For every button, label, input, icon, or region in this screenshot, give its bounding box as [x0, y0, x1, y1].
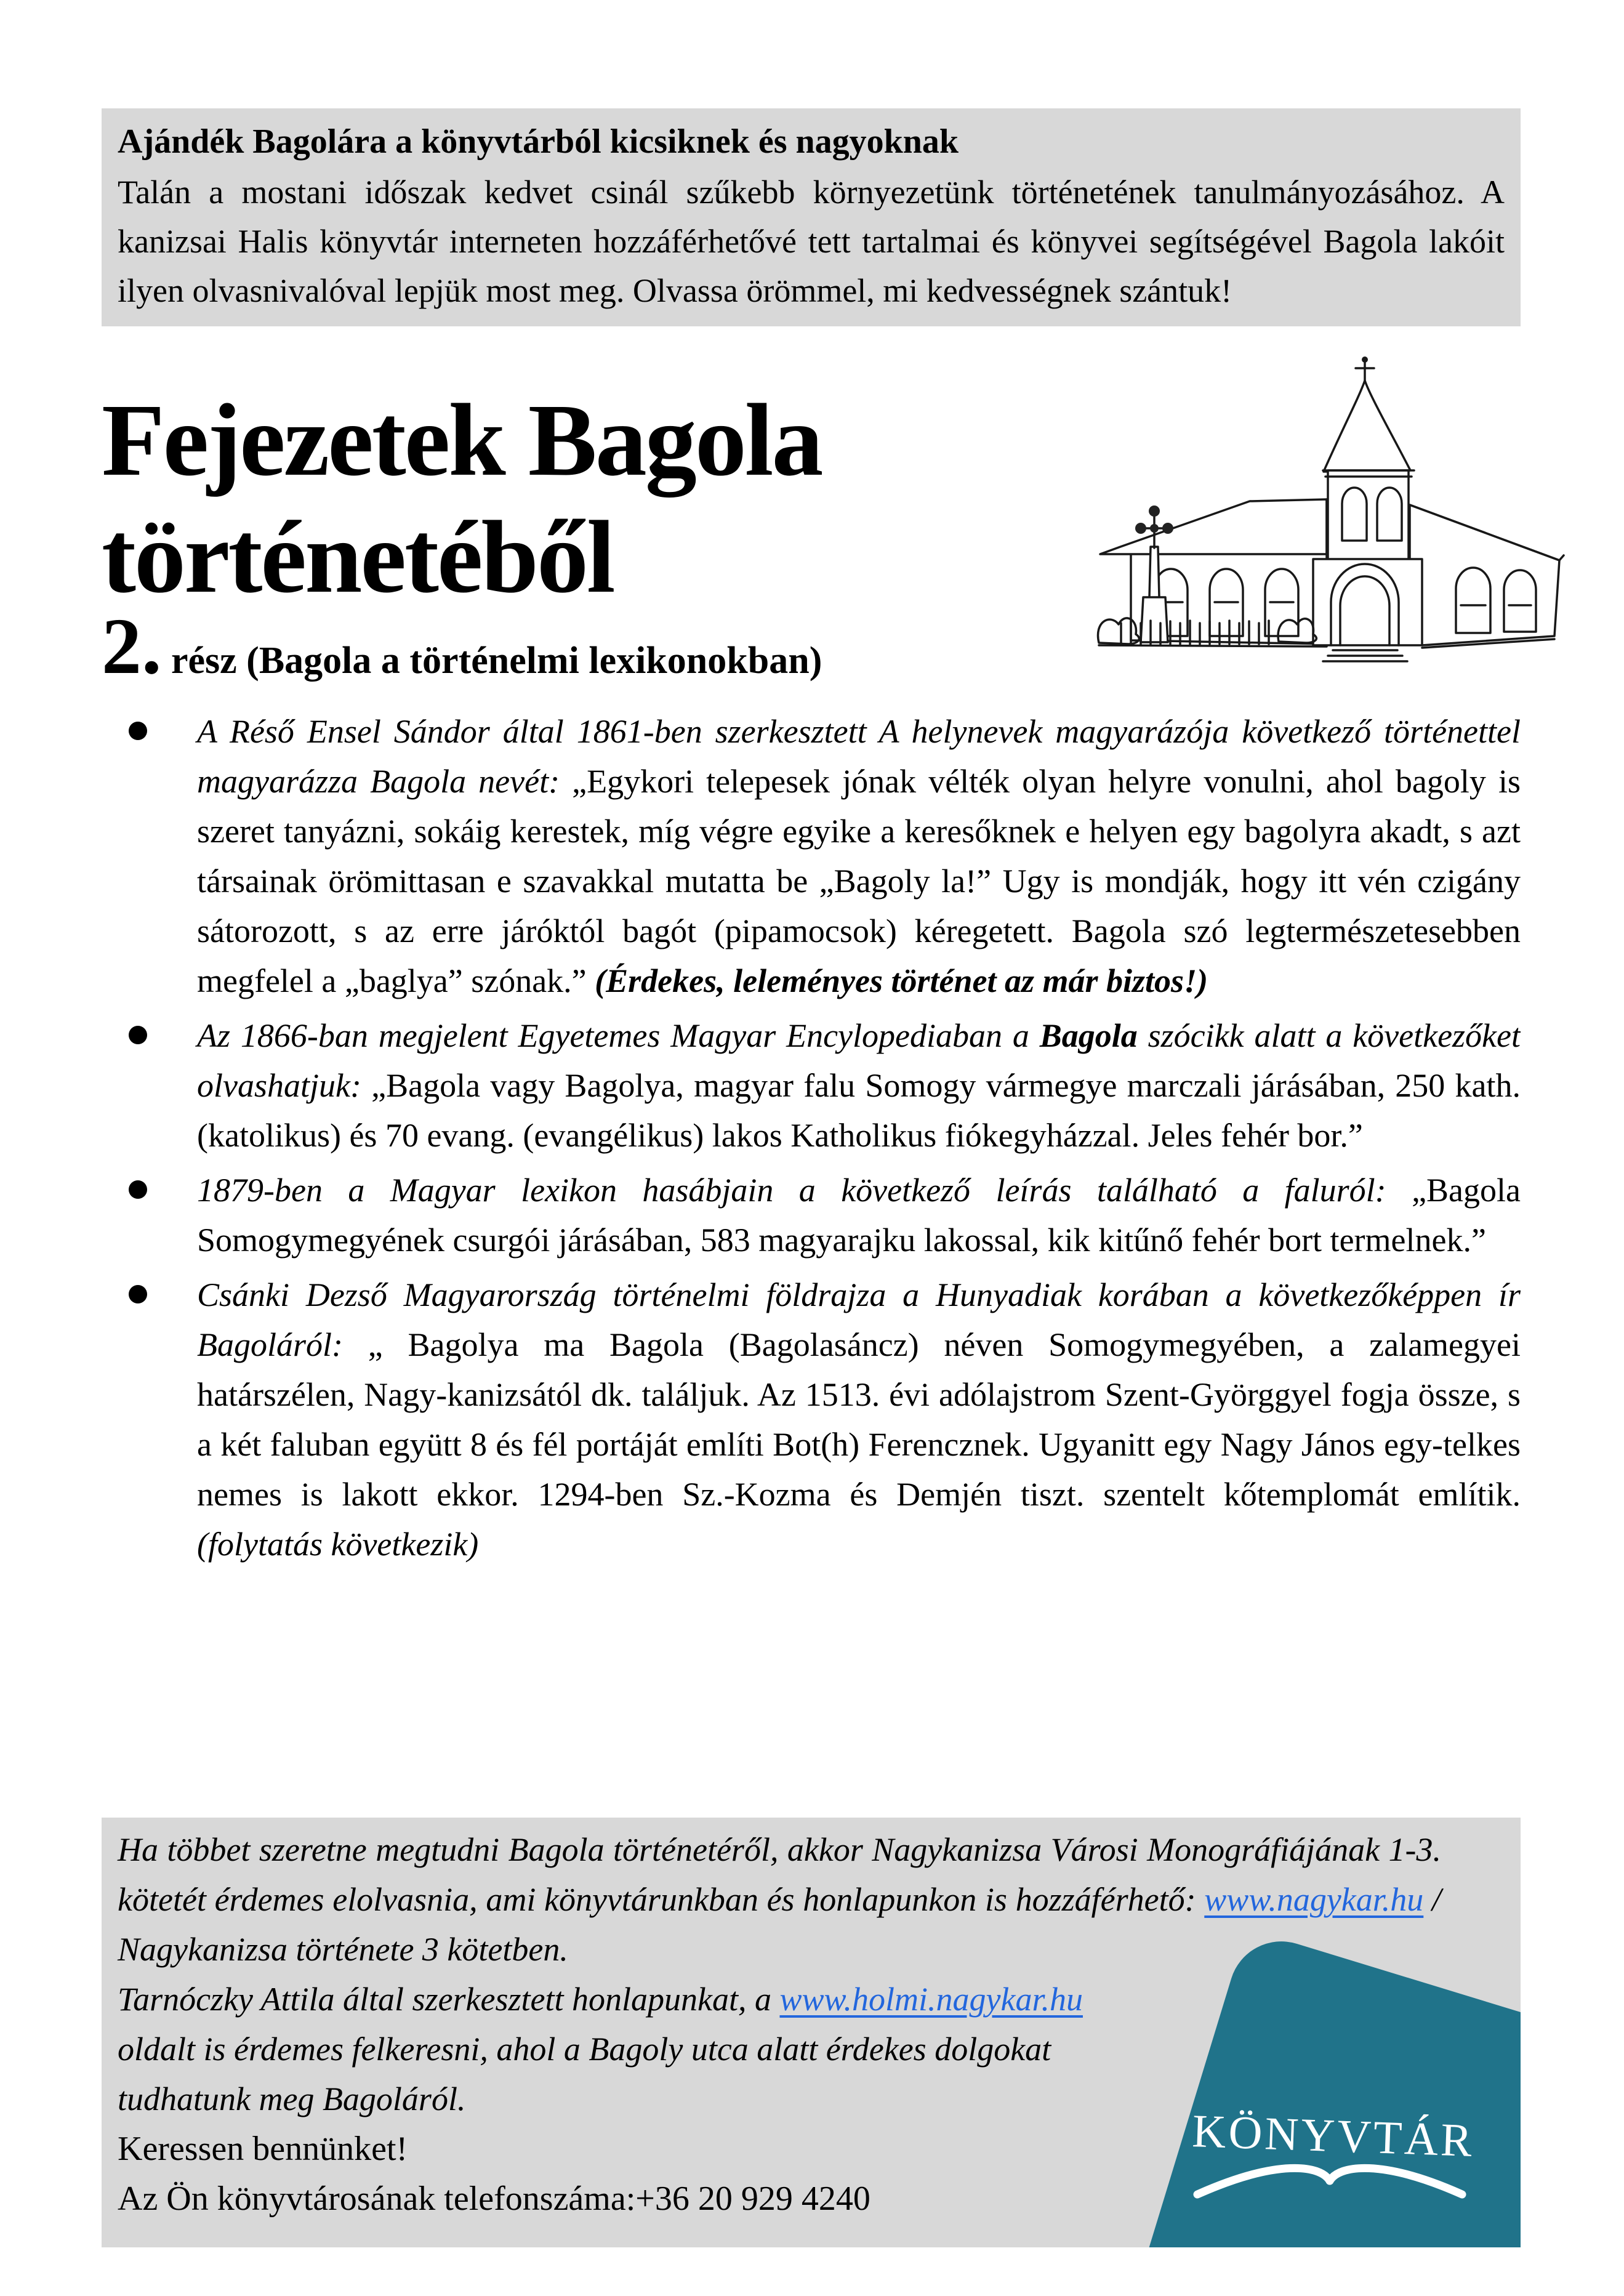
page-title-line1: Fejezetek Bagola — [102, 383, 822, 497]
text-segment: Csánki Dezső Magyarország történelmi földrajza a Hunyadiak korában a következőképpen ír Bagoláról: — [197, 1276, 1521, 1363]
library-logo-card — [1139, 1928, 1521, 2247]
text-segment: „Bagola Somogymegyének csurgói járásában, 583 magyarajku lakossal, kik kitűnő fehér bort termelnek.” — [197, 1172, 1521, 1259]
bullet-marker — [129, 1180, 147, 1199]
library-logo-label: KÖNYVTÁR — [1191, 2105, 1476, 2167]
header-title: Ajándék Bagolára a könyvtárból kicsiknek és nagyoknak — [118, 123, 959, 161]
page-title — [102, 382, 1062, 616]
text-segment: Bagola — [1039, 1017, 1138, 1054]
text-segment: (Érdekes, leleményes történet az már biztos!) — [595, 962, 1208, 999]
text-segment: oldalt is érdemes felkeresni, ahol a Bagoly utca alatt érdekes dolgokat tudhatunk meg Bagoláról. — [118, 2031, 1051, 2117]
bullet-text — [197, 1276, 1521, 1563]
text-segment: (folytatás következik) — [197, 1526, 479, 1563]
library-logo-svg — [1139, 1910, 1521, 2247]
text-segment: Az 1866-ban megjelent Egyetemes Magyar Encylopediaban a — [197, 1017, 1040, 1054]
subtitle-text: rész (Bagola a történelmi lexikonokban) — [161, 640, 822, 682]
footer-phone-line: Az Ön könyvtárosának telefonszáma:+36 20 929 4240 — [118, 2180, 870, 2218]
bullet-text — [197, 1172, 1521, 1259]
bullet-section — [102, 707, 1521, 1815]
section-subtitle — [102, 600, 1521, 693]
footer-paragraph-2 — [118, 1975, 1164, 2124]
hyperlink[interactable]: www.holmi.nagykar.hu — [779, 1981, 1083, 2018]
text-segment: / Nagykanizsa története 3 kötetben. — [118, 1881, 1441, 1968]
page-title-line2: történetéből — [102, 500, 614, 614]
library-logo — [1139, 1910, 1521, 2247]
text-segment: 1879-ben a Magyar lexikon hasábjain a következő leírás található a faluról: — [197, 1172, 1412, 1209]
text-segment: „ Bagolya ma Bagola (Bagolasáncz) néven Somogymegyében, a zalamegyei határszélen, Nagy-kanizsától dk. találjuk. Az 1513. évi adólajstrom Szent-Györggyel fogja össze, s a két faluban együtt 8 és fél portáját említi Bot(h) Ferencznek. Ugyanitt egy Nagy János egy-telkes nemes is lakott ekkor. 1294-ben Sz.-Kozma és Demjén tiszt. szentelt kőtemplomát említik. — [197, 1326, 1521, 1513]
bullet-text — [197, 1017, 1521, 1154]
bullet-marker — [129, 1026, 147, 1044]
bullet-marker — [129, 722, 147, 740]
bullet-item — [102, 707, 1521, 1006]
subtitle-number: 2. — [102, 602, 162, 691]
bullet-text — [197, 713, 1521, 999]
text-segment: szócikk alatt a következőket olvashatjuk: — [197, 1017, 1521, 1104]
bullet-item — [102, 1011, 1521, 1161]
text-segment: „Bagola vagy Bagolya, magyar falu Somogy vármegye marczali járásában, 250 kath. (katolikus) és 70 evang. (evangélikus) lakos Katholikus fiókegyházzal. Jeles fehér bor.” — [197, 1067, 1521, 1154]
text-segment: Ha többet szeretne megtudni Bagola történetéről, akkor Nagykanizsa Városi Monográfiájának 1-3. kötetét érdemes elolvasnia, ami könyvtárunkban és honlapunkon is hozzáférhető: — [118, 1831, 1441, 1918]
bullet-list — [102, 707, 1521, 1569]
bullet-marker — [129, 1285, 147, 1303]
bullet-item — [102, 1270, 1521, 1569]
hyperlink[interactable]: www.nagykar.hu — [1204, 1881, 1424, 1918]
text-segment: „Egykori telepesek jónak vélték olyan helyre vonulni, ahol bagoly is szeret tanyázni, sokáig kerestek, míg végre egyike a keresőknek e helyen egy bagolyra akadt, s azt társainak örömittasan e szavakkal mutatta be „Bagoly la!” Ugy is mondják, hogy itt vén czigány sátorozott, s az erre járóktól bagót (pipamocsok) kéregetett. Bagola szó legtermészetesebben megfelel a „baglya” szónak.” — [197, 763, 1521, 999]
header-box — [102, 108, 1521, 326]
text-segment: Tarnóczky Attila által szerkesztett honlapunkat, a — [118, 1981, 780, 2018]
footer-contact-line: Keressen bennünket! — [118, 2130, 408, 2168]
footer-box — [102, 1818, 1521, 2247]
text-segment: A Réső Ensel Sándor által 1861-ben szerkesztett A helynevek magyarázója következő történettel magyarázza Bagola nevét: — [197, 713, 1521, 800]
header-body: Talán a mostani időszak kedvet csinál szűkebb környezetünk történetének tanulmányozásához. A kanizsai Halis könyvtár interneten hozzáférhetővé tett tartalmai és könyvei segítségével Bagola lakóit ilyen olvasnivalóval lepjük most meg. Olvassa örömmel, mi kedvességnek szántuk! — [118, 174, 1505, 309]
bullet-item — [102, 1166, 1521, 1265]
